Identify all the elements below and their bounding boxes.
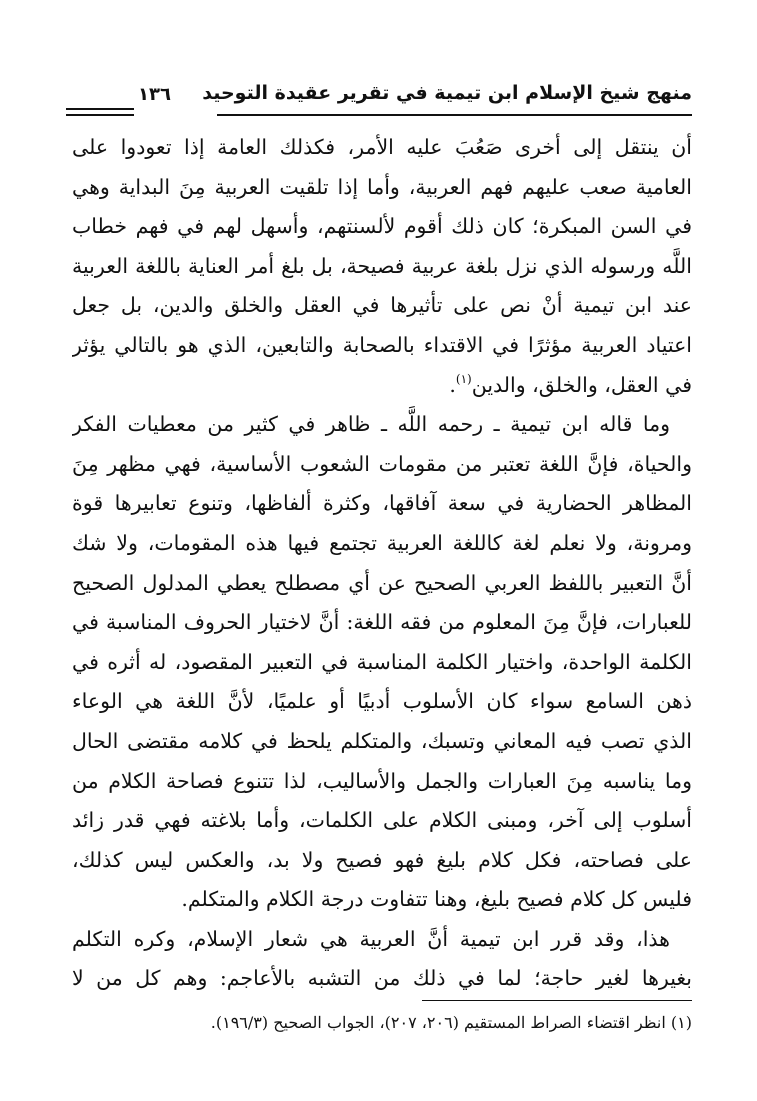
text-line: المظاهر الحضارية في سعة آفاقها، وكثرة ألفاظها، وتنوع تعابيرها قوة: [72, 491, 692, 516]
footnote: (١) انظر اقتضاء الصراط المستقيم (٢٠٦، ٢٠٧)، الجواب الصحيح (١٩٦/٣).: [210, 1013, 692, 1032]
text-line: الذي تصب فيه المعاني وتسبك، والمتكلم يلحظ في كلامه مقتضى الحال: [72, 728, 692, 753]
header-rule: [217, 114, 692, 116]
page-number-rule-top: [66, 108, 134, 110]
paragraph-start-line: هذا، وقد قرر ابن تيمية أنَّ العربية هي شعار الإسلام، وكره التكلم: [72, 926, 670, 951]
paragraph-start-line: وما قاله ابن تيمية ـ رحمه اللَّه ـ ظاهر في كثير من معطيات الفكر: [72, 412, 670, 437]
text-line: أنَّ التعبير باللفظ العربي الصحيح عن أي مصطلح يعطي المدلول الصحيح: [72, 570, 692, 595]
text-line: في السن المبكرة؛ كان ذلك أقوم لألسنتهم، وأسهل لهم في فهم خطاب: [72, 214, 692, 239]
main-text: [72, 128, 692, 999]
text-line: والحياة، فإنَّ اللغة تعتبر من مقومات الشعوب الأساسية، فهي مظهر مِنَ: [72, 451, 692, 476]
footnote-separator: [422, 1000, 692, 1001]
text-line: فليس كل كلام فصيح بليغ، وهنا تتفاوت درجة الكلام والمتكلم.: [181, 887, 692, 912]
text-line: وما يناسبه مِنَ العبارات والجمل والأساليب، لذا تتنوع فصاحة الكلام من: [72, 768, 692, 793]
text-line: اعتياد العربية مؤثرًا في الاقتداء بالصحابة والتابعين، الذي هو بالتالي يؤثر: [72, 332, 692, 357]
text-line: ذهن السامع سواء كان الأسلوب أدبيًا أو علميًا، لأنَّ اللغة هي الوعاء: [72, 689, 692, 714]
text-line: بغيرها لغير حاجة؛ لما في ذلك من التشبه بالأعاجم: وهم كل من لا: [72, 966, 692, 991]
text-line: الكلمة الواحدة، واختيار الكلمة المناسبة في التعبير المقصود، له أثره في: [72, 649, 692, 674]
text-line-with-footnote: [72, 366, 692, 406]
text-line: للعبارات، فإنَّ مِنَ المعلوم من فقه اللغة: أنَّ لاختيار الحروف المناسبة في: [72, 610, 692, 635]
header-title: منهج شيخ الإسلام ابن تيمية في تقرير عقيدة التوحيد: [202, 82, 692, 104]
text-line: في العقل، والخلق، والدين: [471, 372, 692, 397]
page-number-rule-bottom: [66, 114, 134, 116]
text-line: اللَّه ورسوله الذي نزل بلغة عربية فصيحة، بل بلغ أمر العناية باللغة العربية: [72, 253, 692, 278]
text-line: أسلوب إلى آخر، ومبنى الكلام على الكلمات، وأما بلاغته فهي قدر زائد: [72, 808, 692, 833]
page-number: ١٣٦: [138, 84, 171, 105]
text-line: عند ابن تيمية أنْ نص على تأثيرها في العقل والخلق والدين، بل جعل: [72, 293, 692, 318]
running-header: [66, 78, 692, 120]
text-line: العامية صعب عليهم فهم العربية، وأما إذا تلقيت العربية مِنَ البداية وهي: [72, 174, 692, 199]
text-line: ومرونة، ولا نعلم لغة كاللغة العربية تجتمع فيها هذه المقومات، ولا شك: [72, 530, 692, 555]
text-line: على فصاحته، فكل كلام بليغ فهو فصيح ولا بد، والعكس ليس كذلك،: [72, 847, 692, 872]
text-line: أن ينتقل إلى أخرى صَعُبَ عليه الأمر، فكذلك العامة إذا تعودوا على: [72, 135, 692, 159]
footnote-marker: (١): [455, 371, 472, 386]
sentence-end: .: [449, 372, 456, 397]
